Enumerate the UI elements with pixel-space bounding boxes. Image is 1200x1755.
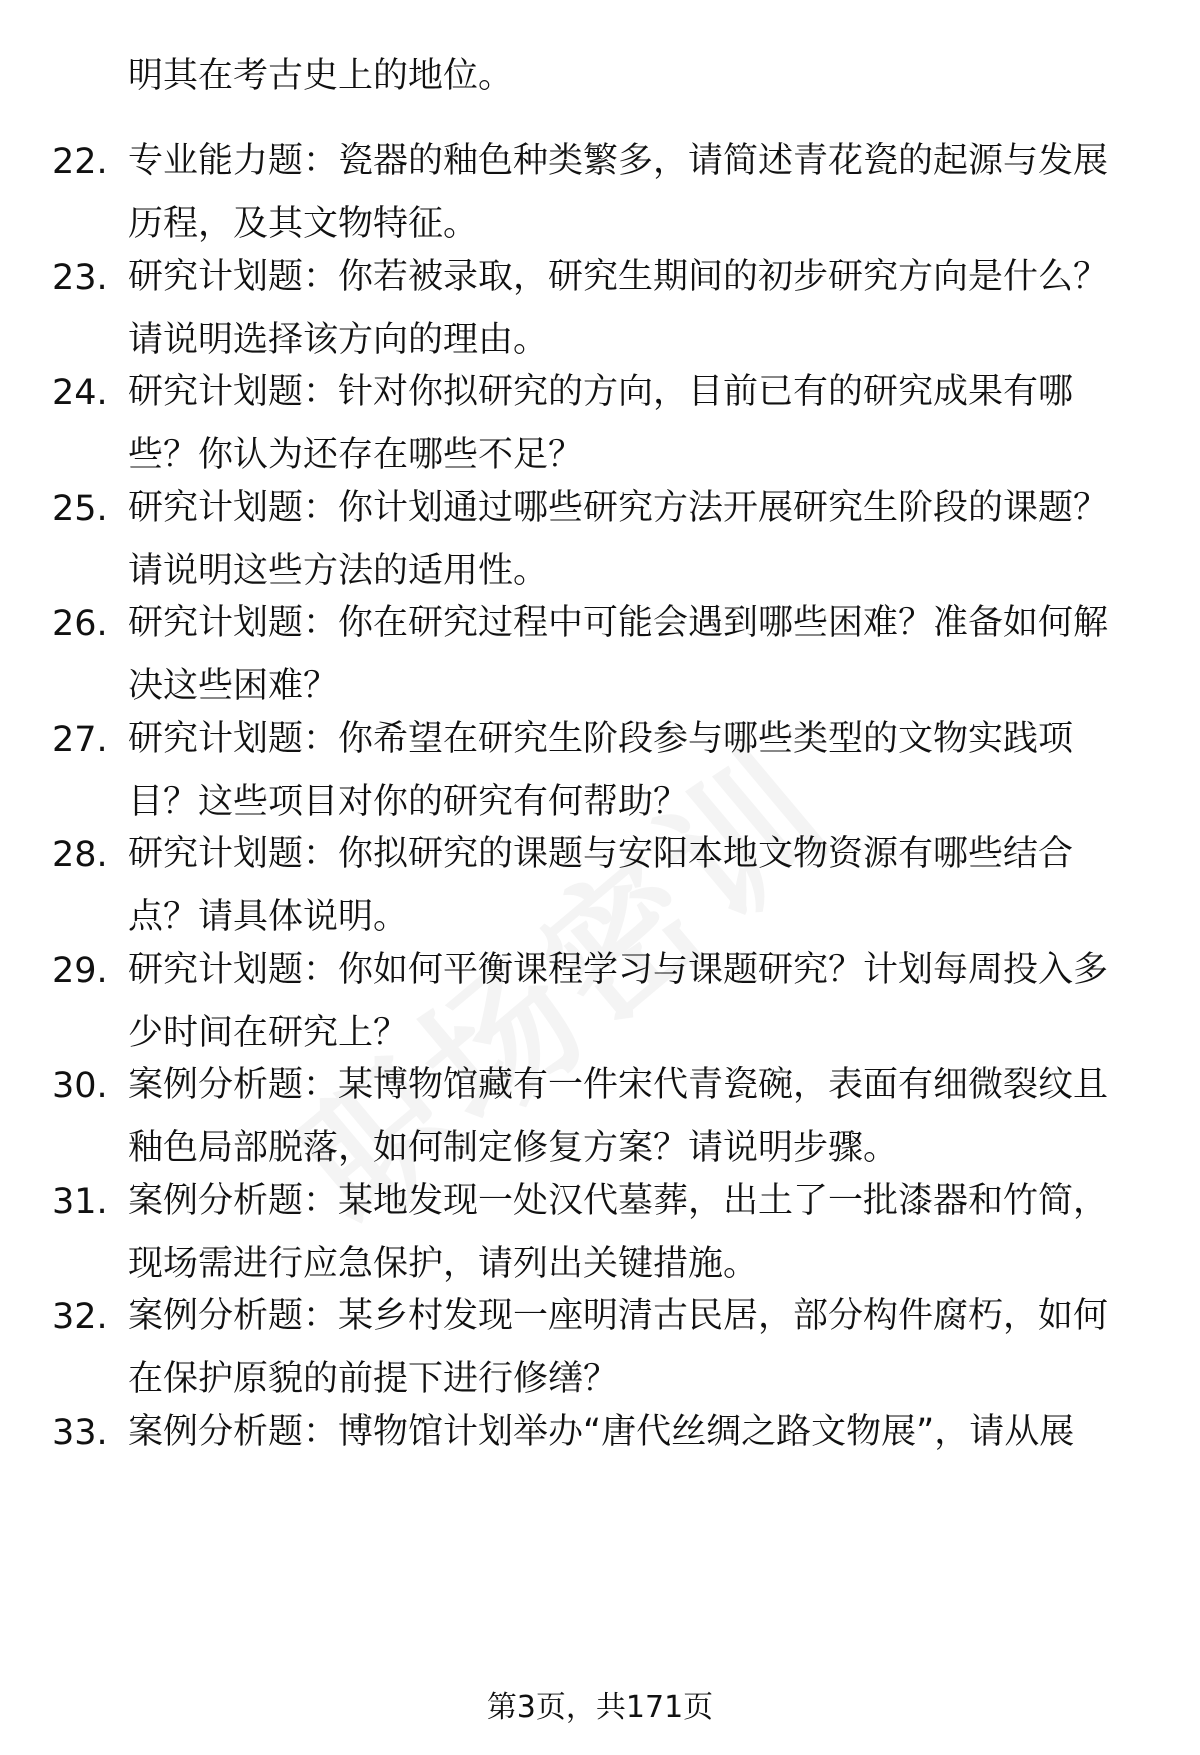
question-text [128,477,1148,603]
question-text-line: 案例分析题：博物馆计划举办“唐代丝绸之路文物展”，请从展 [128,1411,1075,1452]
question-number: 28. [52,835,108,875]
question-text-line: 点？请具体说明。 [128,897,409,937]
question-number: 27. [52,719,108,760]
question-text [128,708,1148,834]
question-text [128,939,1148,1065]
question-number: 23. [52,257,108,298]
question-text-line: 研究计划题：你希望在研究生阶段参与哪些类型的文物实践项 [128,718,1074,759]
question-number: 26. [52,604,108,644]
question-text-line: 研究计划题：你计划通过哪些研究方法开展研究生阶段的课题？ [128,487,1109,528]
question-number: 29. [52,950,108,991]
question-text-line: 釉色局部脱落，如何制定修复方案？请说明步骤。 [128,1128,899,1168]
question-text [128,1054,1148,1180]
question-text [128,1401,1148,1464]
question-text [128,246,1148,372]
question-text-line: 案例分析题：某博物馆藏有一件宋代青瓷碗，表面有细微裂纹且 [128,1065,1109,1105]
question-text-line: 决这些困难？ [128,666,339,706]
question-text-line: 研究计划题：你在研究过程中可能会遇到哪些困难？准备如何解 [128,603,1109,643]
question-text [128,130,1148,256]
question-number: 31. [52,1181,108,1222]
question-text-line: 案例分析题：某乡村发现一座明清古民居，部分构件腐朽，如何 [128,1296,1109,1336]
question-text-line: 请说明选择该方向的理由。 [128,319,549,360]
question-text-line: 少时间在研究上？ [128,1012,409,1053]
question-text-line: 案例分析题：某地发现一处汉代墓葬，出土了一批漆器和竹简， [128,1180,1109,1221]
continued-line: 明其在考古史上的地位。 [128,56,514,96]
question-text [128,823,1148,949]
question-text-line: 研究计划题：你若被录取，研究生期间的初步研究方向是什么？ [128,256,1109,297]
question-text-line: 研究计划题：你如何平衡课程学习与课题研究？计划每周投入多 [128,949,1109,990]
question-text-line: 在保护原貌的前提下进行修缮？ [128,1359,619,1399]
question-text-line: 研究计划题：你拟研究的课题与安阳本地文物资源有哪些结合 [128,834,1074,874]
question-text-line: 目？这些项目对你的研究有何帮助？ [128,781,689,822]
question-number: 32. [52,1297,108,1337]
question-number: 33. [52,1412,108,1453]
question-text [128,361,1148,487]
question-text-line: 历程，及其文物特征。 [128,204,479,244]
question-text [128,1170,1148,1296]
question-number: 24. [52,373,108,413]
question-text [128,1285,1148,1411]
question-text-line: 现场需进行应急保护，请列出关键措施。 [128,1243,759,1284]
question-text-line: 请说明这些方法的适用性。 [128,550,549,591]
question-number: 25. [52,488,108,529]
question-text-line: 研究计划题：针对你拟研究的方向，目前已有的研究成果有哪 [128,372,1074,412]
question-number: 22. [52,142,108,182]
question-text-line: 些？你认为还存在哪些不足？ [128,435,584,475]
question-text-line: 专业能力题：瓷器的釉色种类繁多，请简述青花瓷的起源与发展 [128,141,1109,181]
page-footer: 第3页，共171页 [486,1690,714,1725]
question-text [128,592,1148,718]
question-number: 30. [52,1066,108,1106]
